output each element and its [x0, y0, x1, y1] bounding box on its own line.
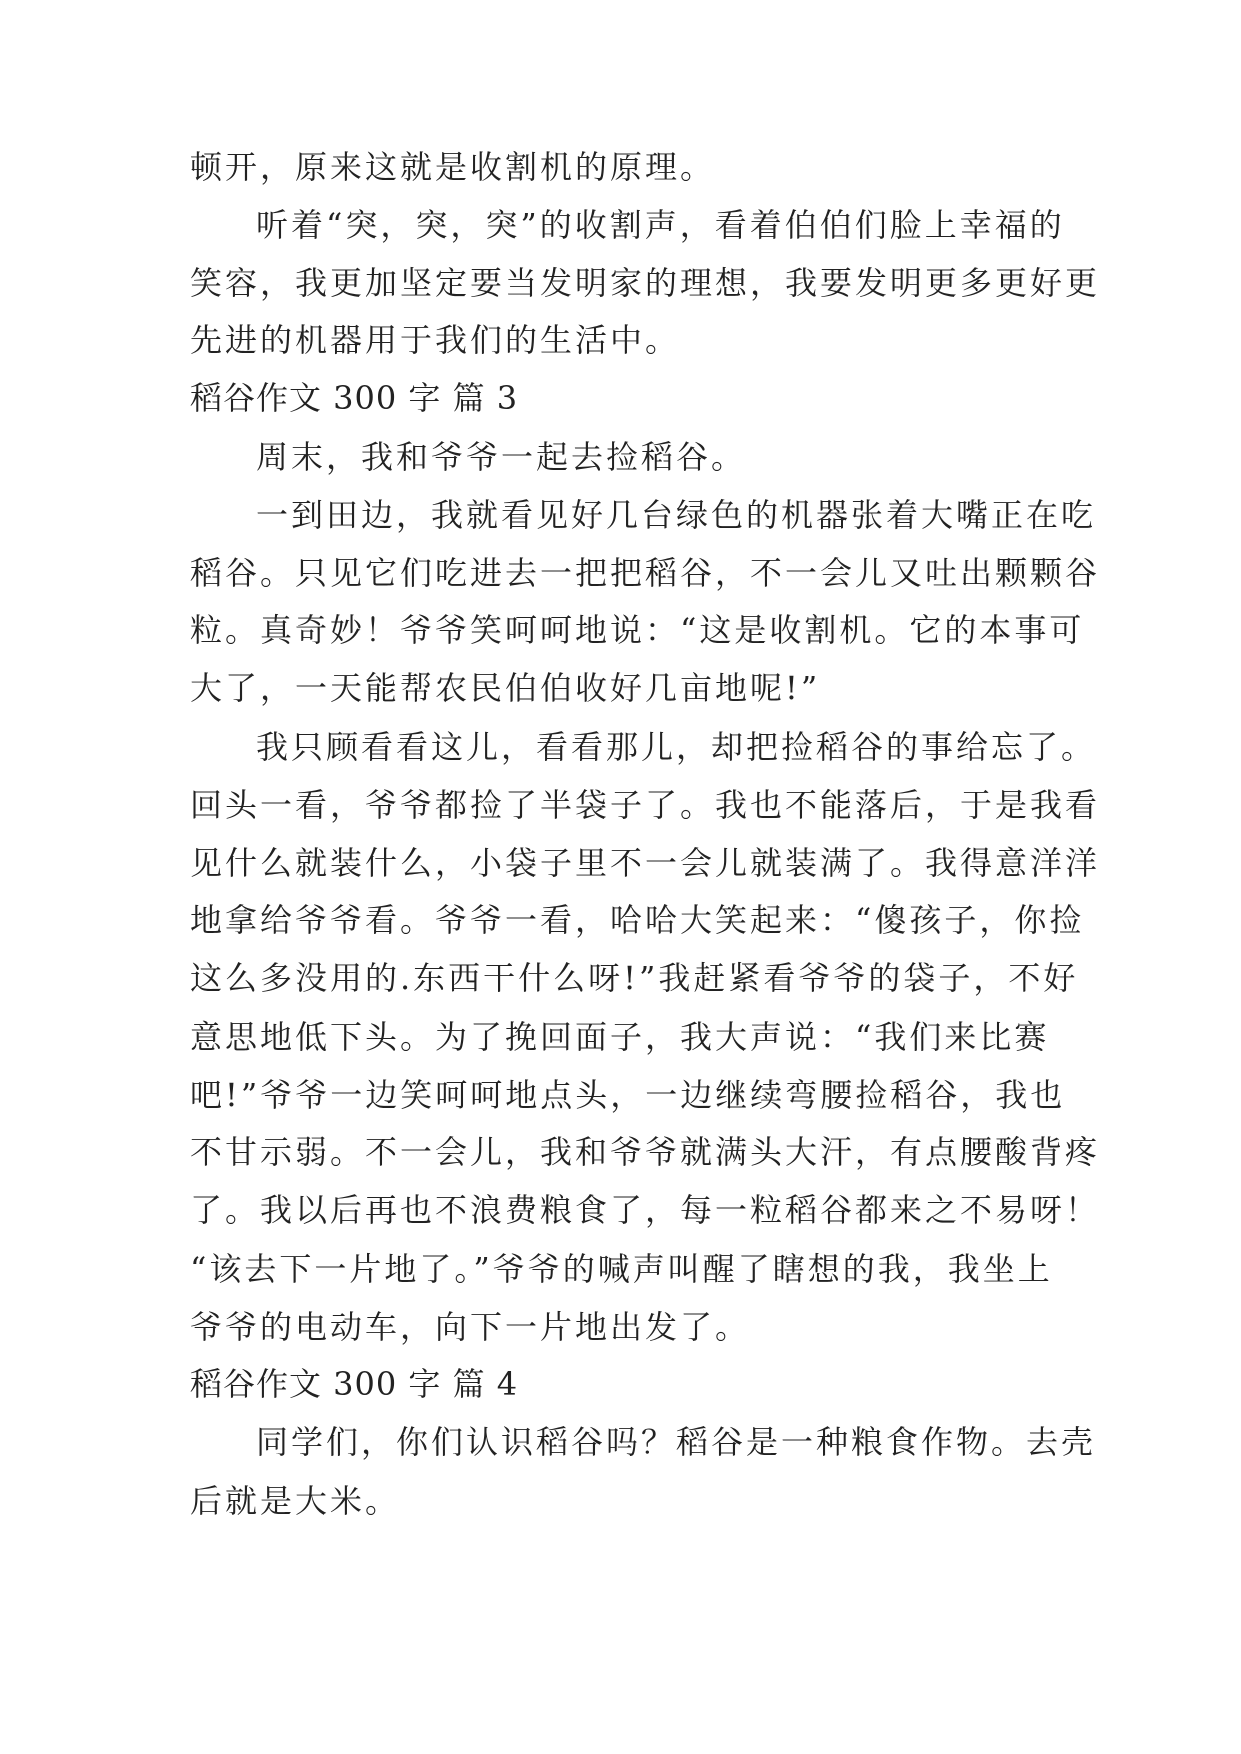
text-line: 后就是大米。	[190, 1482, 401, 1520]
text-line: 稻谷。只见它们吃进去一把把稻谷，不一会儿又吐出颗颗谷	[190, 554, 1101, 592]
text-line: “该去下一片地了。”爷爷的喊声叫醒了瞎想的我，我坐上	[190, 1250, 1053, 1288]
text-line: 先进的机器用于我们的生活中。	[190, 321, 681, 359]
text-line: 回头一看，爷爷都捡了半袋子了。我也不能落后，于是我看	[190, 786, 1101, 824]
text-line: 了。我以后再也不浪费粮食了，每一粒稻谷都来之不易呀！	[190, 1191, 1101, 1229]
text-line: 我只顾看看这儿，看看那儿，却把捡稻谷的事给忘了。	[256, 728, 1097, 766]
text-line: 听着“突，突，突”的收割声，看着伯伯们脸上幸福的	[256, 206, 1065, 244]
text-line: 一到田边，我就看见好几台绿色的机器张着大嘴正在吃	[256, 496, 1097, 534]
text-line: 顿开，原来这就是收割机的原理。	[190, 148, 716, 186]
text-line: 吧!”爷爷一边笑呵呵地点头，一边继续弯腰捡稻谷，我也	[190, 1076, 1066, 1114]
section-heading: 稻谷作文 300 字 篇 3	[190, 379, 519, 417]
text-line: 同学们，你们认识稻谷吗？稻谷是一种粮食作物。去壳	[256, 1423, 1097, 1461]
text-line: 爷爷的电动车，向下一片地出发了。	[190, 1308, 751, 1346]
text-line: 笑容，我更加坚定要当发明家的理想，我要发明更多更好更	[190, 264, 1101, 302]
text-line: 见什么就装什么，小袋子里不一会儿就装满了。我得意洋洋	[190, 844, 1101, 882]
text-line: 地拿给爷爷看。爷爷一看，哈哈大笑起来：“傻孩子，你捡	[190, 901, 1085, 939]
text-line: 意思地低下头。为了挽回面子，我大声说：“我们来比赛	[190, 1018, 1050, 1056]
text-line: 大了，一天能帮农民伯伯收好几亩地呢!”	[190, 669, 821, 707]
text-line: 不甘示弱。不一会儿，我和爷爷就满头大汗，有点腰酸背疼	[190, 1133, 1101, 1171]
text-line: 粒。真奇妙！爷爷笑呵呵地说：“这是收割机。它的本事可	[190, 611, 1085, 649]
text-line: 周末，我和爷爷一起去捡稻谷。	[256, 438, 747, 476]
section-heading: 稻谷作文 300 字 篇 4	[190, 1365, 519, 1403]
text-line: 这么多没用的.东西干什么呀!”我赶紧看爷爷的袋子，不好	[190, 959, 1079, 997]
